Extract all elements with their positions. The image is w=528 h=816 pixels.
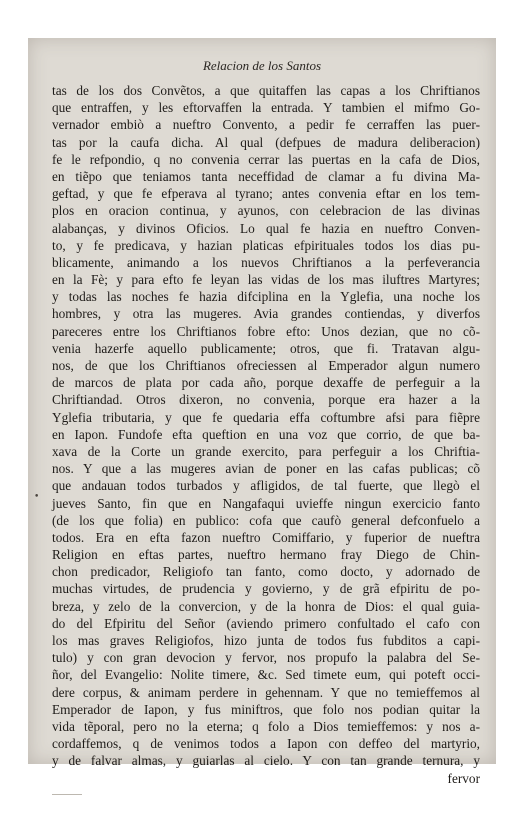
body-text <box>52 82 480 787</box>
text-line: en tiẽpo que teniamos tanta neceffidad de clamar a fu divina Ma- <box>52 168 480 184</box>
text-line: do del Efpiritu del Señor (aviendo primero confultado el cafo con <box>52 615 480 631</box>
text-line: jueves Santo, fin que en Nangafaqui uvieffe ningun exercicio fanto <box>52 495 480 511</box>
text-line: (de los que folia) en publico: cofa que caufò general defconfuelo a <box>52 512 480 528</box>
text-line: fe le refpondio, q no convenia cerrar las puertas en la cafa de Dios, <box>52 151 480 167</box>
text-line: que entraffen, y les eftorvaffen la entrada. Y tambien el mifmo Go- <box>52 100 480 116</box>
text-line: y todas las noches fe hazia difciplina en la Yglefia, una noche los <box>52 289 480 305</box>
text-line: cordaffemos, q de venimos todos a Iapon con deffeo del martyrio, <box>52 736 480 752</box>
text-line: vida tẽporal, pero no la eterna; q folo a Dios temieffemos: y nos a- <box>52 718 480 734</box>
text-line: geftad, y que fe efperava al tyrano; antes convenia eftar en los tem- <box>52 186 480 202</box>
text-line: nos, de que los Chriftianos ofreciessen al Emperador algun numero <box>52 358 480 373</box>
text-line: los mas graves Religiofos, hizo junta de todos fus fubditos a capi- <box>52 633 480 648</box>
text-line: plos en oracion continua, y ayunos, con celebracion de las divinas <box>52 203 480 219</box>
book-page <box>28 38 496 786</box>
text-line: ñor, del Evangelio: Nolite timere, &c. Sed timete eum, qui poteft occi- <box>52 667 480 683</box>
text-line: tas por la caufa dicha. Al qual (defpues de madura deliberacion) <box>52 134 480 150</box>
text-line: tulo) y con gran devocion y fervor, nos propufo la palabra del Se- <box>52 650 480 666</box>
text-line: nos. Y que a las mugeres avian de poner en las cafas publicas; cõ <box>52 461 480 477</box>
text-line: tas de los dos Convẽtos, a que quitaffen las capas a los Chriftianos <box>52 83 480 98</box>
text-line: xava de la Corte un grande exercito, para perfeguir a los Chriftia- <box>52 443 480 459</box>
text-line: pareceres entre los Chriftianos fobre efto: Unos dezian, que no cõ- <box>52 323 480 339</box>
text-line: blicamente, animando a los nuevos Chriftianos a la perfeverancia <box>52 254 480 270</box>
text-line: de marcos de plata por cada año, porque dexaffe de perfeguir a la <box>52 375 480 391</box>
text-line: hombres, y otra las mugeres. Avia grandes contiendas, y diverfos <box>52 306 480 322</box>
text-line: en Iapon. Fundofe efta queftion en una voz que corrio, de que ba- <box>52 426 480 442</box>
text-line: fervor <box>447 770 480 786</box>
text-line: en la Fè; y para efto fe leyan las vidas de los mas iluftres Martyres; <box>52 272 480 288</box>
text-line: breza, y zelo de la convercion, y de la honra de Dios: el qual guia- <box>52 598 480 614</box>
text-line: to, y fe predicava, y hazian platicas efpirituales todos los dias pu- <box>52 237 480 253</box>
running-header: Relacion de los Santos <box>202 58 322 73</box>
text-line: Yglefia tributaria, y que fe quedaria effa coftumbre afsi para fiẽpre <box>52 409 480 425</box>
text-line: venia hazerfe aquello publicamente; otros, que fi. Tratavan algu- <box>52 340 480 356</box>
margin-mark: • <box>34 492 40 502</box>
text-line: todos. Era en efta fazon nueftro Comiffario, y fuperior de nueftra <box>52 529 480 545</box>
text-line: muchas virtudes, de prudencia y govierno, y de grã efpiritu de po- <box>52 581 480 597</box>
text-line: Emperador de Iapon, y fus miniftros, que folo nos podian quitar la <box>52 701 480 717</box>
text-line: dere corpus, & animam perdere in gehennam. Y que no temieffemos al <box>52 684 480 700</box>
text-line: chon predicador, Religiofo tan fanto, como docto, y adornado de <box>52 564 480 580</box>
text-line: alabanças, y divinos Oficios. Lo qual fe hazia en nueftro Conven- <box>52 220 480 236</box>
page-edge-mark <box>52 794 82 795</box>
text-line: y de falvar almas, y guiarlas al cielo. Y con tan grande ternura, y <box>52 753 480 769</box>
text-line: Chriftiandad. Otros dixeron, no convenia, porque era hazer a la <box>52 392 480 408</box>
text-line: que andauan todos turbados y afligidos, de tal fuerte, que llegò el <box>52 478 480 494</box>
text-line: Religion en eftas partes, nueftro hermano fray Diego de Chin- <box>52 547 480 563</box>
text-line: vernador embiò a nueftro Convento, a pedir fe cerraffen las puer- <box>52 117 480 133</box>
